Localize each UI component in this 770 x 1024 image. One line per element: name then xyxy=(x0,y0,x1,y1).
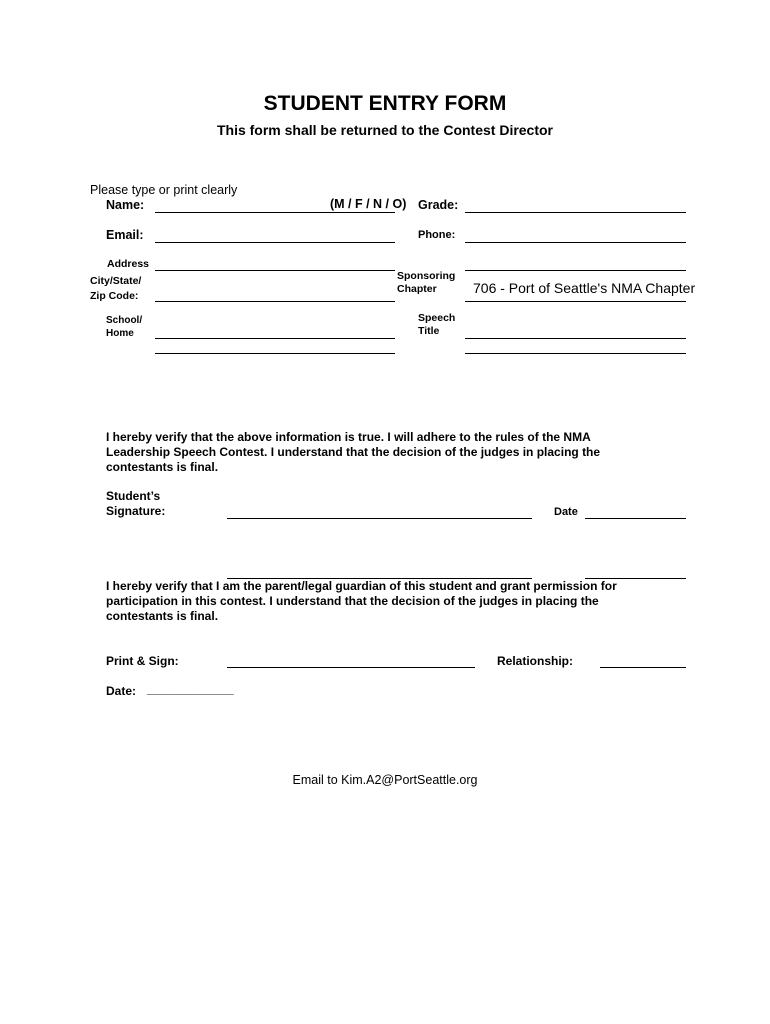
school-label-1: School/ xyxy=(106,315,143,326)
student-verification-text xyxy=(106,430,706,475)
city-label-2: Zip Code: xyxy=(90,290,139,302)
school-field[interactable] xyxy=(155,338,395,339)
print-sign-field[interactable] xyxy=(227,667,475,668)
school-field-2[interactable] xyxy=(155,353,395,354)
city-state-zip-field[interactable] xyxy=(155,301,395,302)
page-subtitle: This form shall be returned to the Contest Director xyxy=(216,122,554,138)
guardian-date-field[interactable]: _____________ xyxy=(147,682,234,696)
student-signature-label-1: Student’s xyxy=(106,489,161,503)
student-signature-label-2: Signature: xyxy=(106,504,166,518)
phone-field[interactable] xyxy=(465,242,686,243)
phone-extra-line[interactable] xyxy=(465,270,686,271)
student-signature-field[interactable] xyxy=(227,518,532,519)
sponsoring-chapter-field[interactable] xyxy=(465,301,686,302)
address-label: Address xyxy=(107,258,150,270)
student-verification-line-2: Leadership Speech Contest. I understand that the decision of the judges in placing the xyxy=(106,445,601,459)
speech-label-2: Title xyxy=(418,325,440,337)
sponsoring-chapter-value: 706 - Port of Seattle's NMA Chapter xyxy=(473,280,696,296)
grade-field[interactable] xyxy=(465,212,686,213)
address-field[interactable] xyxy=(155,270,395,271)
sponsoring-label-2: Chapter xyxy=(397,283,437,295)
school-label-2: Home xyxy=(106,328,134,339)
guardian-verification-text xyxy=(106,579,706,624)
speech-label-1: Speech xyxy=(418,312,456,324)
student-verification-line-3: contestants is final. xyxy=(106,460,219,474)
instruction-text: Please type or print clearly xyxy=(90,183,238,197)
guardian-verification-line-3: contestants is final. xyxy=(106,609,219,623)
student-date-field[interactable] xyxy=(585,518,686,519)
student-verification-line-1: I hereby verify that the above information is true. I will adhere to the rules of the NMA xyxy=(106,430,591,444)
name-field[interactable] xyxy=(155,212,395,213)
gender-options: (M / F / N / O) xyxy=(330,197,407,211)
phone-label: Phone: xyxy=(418,229,456,241)
student-date-label: Date xyxy=(554,506,578,518)
speech-title-field-2[interactable] xyxy=(465,353,686,354)
name-label: Name: xyxy=(106,198,145,212)
grade-label: Grade: xyxy=(418,198,459,212)
guardian-date-label: Date: xyxy=(106,684,137,698)
email-field[interactable] xyxy=(155,242,395,243)
email-note: Email to Kim.A2@PortSeattle.org xyxy=(292,773,478,787)
guardian-verification-line-1: I hereby verify that I am the parent/legal guardian of this student and grant permission for xyxy=(106,579,617,593)
guardian-verification-line-2: participation in this contest. I understand that the decision of the judges in placing the xyxy=(106,594,599,608)
speech-title-field[interactable] xyxy=(465,338,686,339)
email-label: Email: xyxy=(106,228,144,242)
sponsoring-label-1: Sponsoring xyxy=(397,270,456,282)
print-sign-label: Print & Sign: xyxy=(106,654,179,668)
city-label-1: City/State/ xyxy=(90,275,142,287)
relationship-label: Relationship: xyxy=(497,654,574,668)
page-title: STUDENT ENTRY FORM xyxy=(263,92,507,115)
relationship-field[interactable] xyxy=(600,667,686,668)
